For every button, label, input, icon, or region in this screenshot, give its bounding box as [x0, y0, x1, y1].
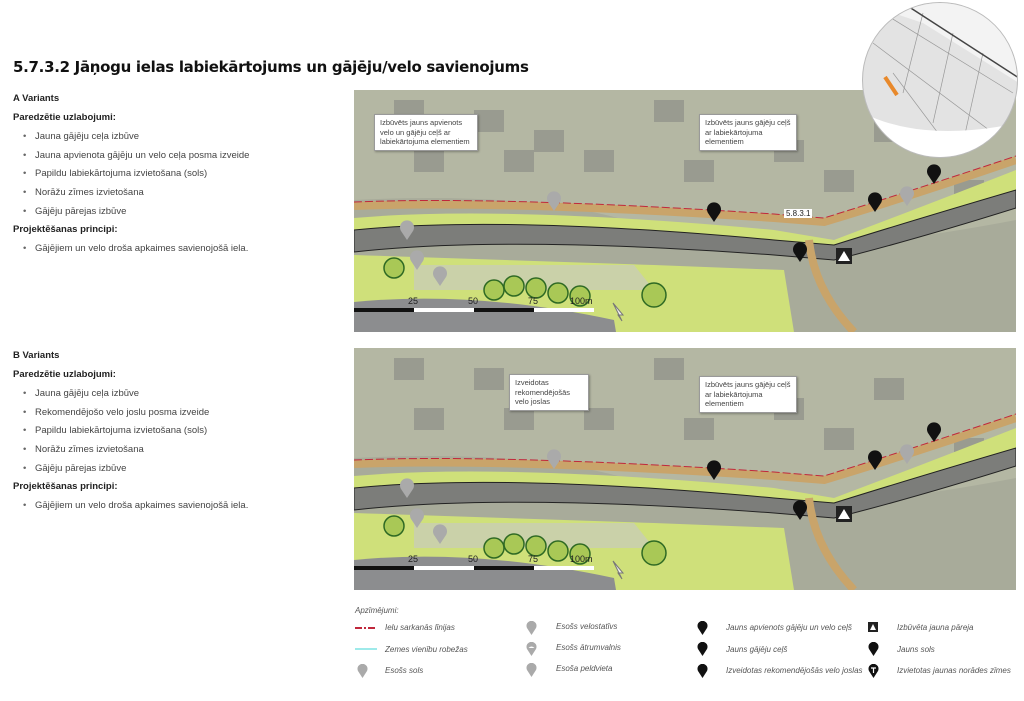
scale-label: 75	[528, 296, 539, 306]
boundary-line-icon	[355, 645, 377, 653]
scale-label: 25	[408, 296, 419, 306]
crossing-icon	[868, 622, 878, 632]
bench-icon	[357, 664, 368, 678]
list-item: • Papildu labiekārtojuma izvietošana (sols)	[13, 425, 248, 444]
map-variant-b	[354, 348, 1016, 590]
callout: Izbūvēts jauns apvienots velo un gājēju ceļš ar labiekārtojuma elementiem	[374, 114, 478, 151]
principles-heading: Projektēšanas principi:	[13, 481, 118, 493]
variant-a-text	[13, 93, 249, 268]
list-item: • Jauna apvienota gājēju un velo ceļa posma izveide	[13, 150, 249, 169]
section-tag: 5.8.3.1	[786, 209, 811, 218]
legend-item: Esošs ātrumvalnis	[556, 643, 621, 652]
list-item: • Gājēju pārejas izbūve	[13, 206, 249, 225]
variant-a-heading: A Variants	[13, 93, 60, 104]
scale-label: 50	[468, 296, 479, 306]
shared-path-icon	[697, 621, 708, 635]
legend-item: Jauns sols	[897, 645, 935, 654]
map-graphic	[354, 348, 1016, 590]
list-item: • Jauna gājēju ceļa izbūve	[13, 388, 248, 407]
list-item: • Norāžu zīmes izvietošana	[13, 444, 248, 463]
callout: Izbūvēts jauns gājēju ceļš ar labiekārtojuma elementiem	[699, 114, 797, 151]
principles-heading: Projektēšanas principi:	[13, 224, 118, 236]
scale-label: 100m	[570, 296, 593, 306]
locator-map-graphic	[863, 3, 1018, 158]
improvements-heading: Paredzētie uzlabojumi:	[13, 369, 116, 380]
scale-label: 75	[528, 554, 539, 564]
legend-title: Apzīmējumi:	[355, 606, 399, 615]
new-bench-icon	[868, 642, 879, 656]
improvements-heading: Paredzētie uzlabojumi:	[13, 112, 116, 123]
list-item: • Norāžu zīmes izvietošana	[13, 187, 249, 206]
list-item: • Gājēju pārejas izbūve	[13, 463, 248, 482]
legend-item: Ielu sarkanās līnijas	[385, 623, 455, 632]
red-line-icon	[355, 624, 377, 632]
locator-map	[862, 2, 1018, 158]
variant-b-heading: B Variants	[13, 350, 60, 361]
bike-rack-icon	[526, 621, 537, 635]
callout: Izveidotas rekomendējošās velo joslas	[509, 374, 589, 411]
legend-item: Izveidotas rekomendējošās velo joslas	[726, 666, 863, 675]
page-title: 5.7.3.2 Jāņogu ielas labiekārtojums un gājēju/velo savienojums	[13, 58, 529, 76]
scale-label: 100m	[570, 554, 593, 564]
legend-item: Zemes vienību robežas	[385, 645, 468, 654]
bike-lane-icon	[697, 664, 708, 678]
signpost-icon	[868, 664, 879, 678]
callout: Izbūvēts jauns gājēju ceļš ar labiekārtojuma elementiem	[699, 376, 797, 413]
variant-b-text	[13, 350, 248, 525]
scale-label: 50	[468, 554, 479, 564]
list-item: • Gājējiem un velo droša apkaimes savienojošā iela.	[13, 243, 249, 262]
legend-item: Izbūvēta jauna pāreja	[897, 623, 974, 632]
legend-item: Izvietotas jaunas norādes zīmes	[897, 666, 1011, 675]
legend-item: Jauns gājēju ceļš	[726, 645, 788, 654]
list-item: • Jauna gājēju ceļa izbūve	[13, 131, 249, 150]
legend-item: Esošs velostatīvs	[556, 622, 618, 631]
list-item: • Papildu labiekārtojuma izvietošana (sols)	[13, 168, 249, 187]
legend-item: Esoša peldvieta	[556, 664, 613, 673]
pedestrian-path-icon	[697, 642, 708, 656]
scale-label: 25	[408, 554, 419, 564]
list-item: • Rekomendējošo velo joslu posma izveide	[13, 407, 248, 426]
legend-item: Jauns apvienots gājēju un velo ceļš	[726, 623, 852, 632]
speed-bump-icon	[526, 642, 537, 656]
list-item: • Gājējiem un velo droša apkaimes savienojošā iela.	[13, 500, 248, 519]
swimming-place-icon	[526, 663, 537, 677]
legend-item: Esošs sols	[385, 666, 424, 675]
